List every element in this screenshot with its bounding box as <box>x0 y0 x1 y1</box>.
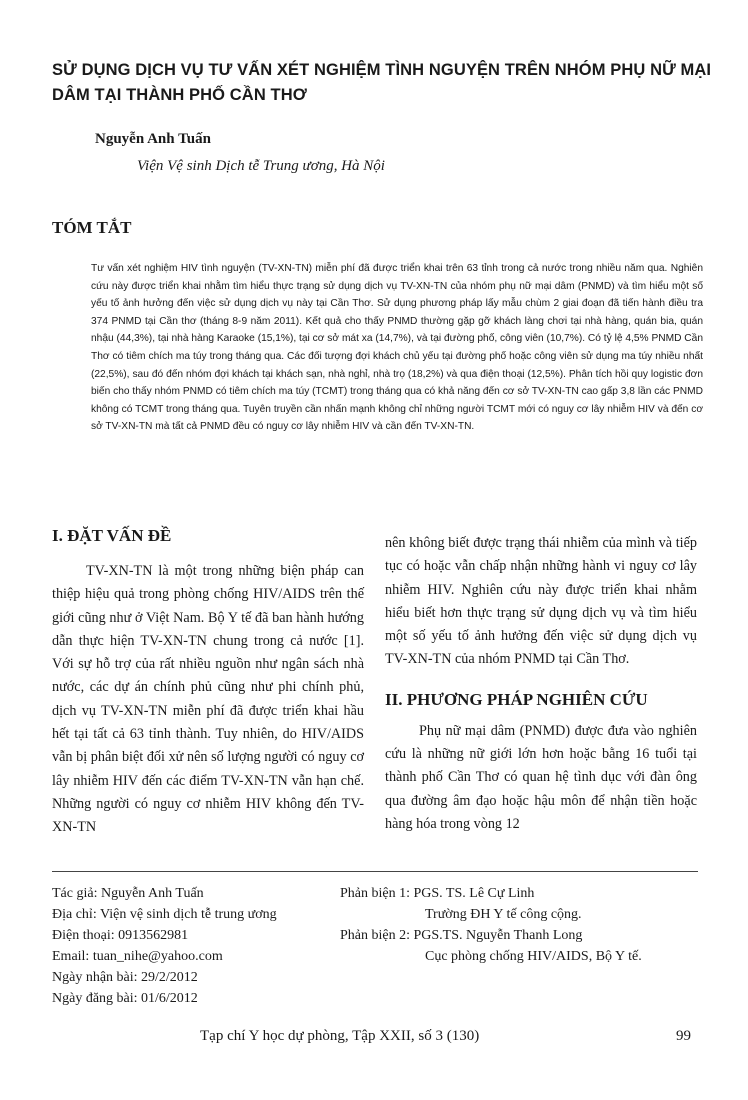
section-2-text: Phụ nữ mại dâm (PNMD) được đưa vào nghiên cứu là những nữ giới lớn hơn hoặc bằng 16 tuổi tại thành phố Cần Thơ có quan hệ tình dục với đàn ông qua đường âm đạo hoặc hậu môn để nhận tiền hoặc hàng hóa trong vòng 12 <box>385 722 697 832</box>
info-received-date: Ngày nhận bài: 29/2/2012 <box>52 970 198 985</box>
info-author: Tác giả: Nguyễn Anh Tuấn <box>52 886 204 901</box>
reviewer-1: Phản biện 1: PGS. TS. Lê Cự Linh <box>340 886 535 901</box>
abstract-text: Tư vấn xét nghiệm HIV tình nguyện (TV-XN-TN) miễn phí đã được triển khai trên 63 tỉnh trong cả nước trong nhiều năm qua. Nghiên cứu này được triển khai nhằm tìm hiểu thực trạng sử dụng dịch vụ TV-XN-TN của nhóm phụ nữ mại dâm (PNMD) và tìm hiểu một số yếu tố ảnh hưởng đến việc sử dụng dịch vụ này tại Cần Thơ. Sử dụng phương pháp lấy mẫu chùm 2 giai đoạn đã tiến hành điều tra 374 PNMD tại Cần thơ (tháng 8-9 năm 2011). Kết quả cho thấy PNMD thường gặp gỡ khách làng chơi tại nhà hàng, quán bia, quán nhậu (44,3%), tại nhà hàng Karaoke (15,1%), tại cơ sở mát xa (14,7%), và tại đường phố, công viên (10,7%). Có tỷ lệ 4,5% PNMD Cần Thơ có tiêm chích ma túy trong tháng qua. Các đối tượng đợi khách chủ yếu tại đường phố hoặc công viên sử dụng ma túy nhiều nhất (22,5%), sau đó đến nhóm đợi khách tại khách sạn, nhà nghỉ, nhà trọ (18,2%) và qua điện thoại (12,5%). Phân tích hồi quy logistic đơn biến cho thấy nhóm PNMD có tiêm chích ma túy (TCMT) trong tháng qua có khả năng đến cơ sở TV-XN-TN cao gấp 3,8 lần các PNMD không có TCMT trong tháng qua. Tuyên truyền cần nhấn mạnh không chỉ những người TCMT mới có nguy cơ lây nhiễm HIV và đến cơ sở TV-XN-TN mà tất cả PNMD đều có nguy cơ lây nhiễm HIV và cần đến TV-XN-TN. <box>91 263 703 433</box>
reviewer-2-org: Cục phòng chống HIV/AIDS, Bộ Y tế. <box>425 949 642 964</box>
info-phone: Điện thoại: 0913562981 <box>52 928 189 943</box>
journal-name: Tạp chí Y học dự phòng, Tập XXII, số 3 (130) <box>200 1028 480 1044</box>
reviewer-1-org: Trường ĐH Y tế công cộng. <box>425 907 582 922</box>
footnote-divider <box>52 871 698 872</box>
reviewer-2: Phản biện 2: PGS.TS. Nguyễn Thanh Long <box>340 928 583 943</box>
author-affiliation: Viện Vệ sinh Dịch tễ Trung ương, Hà Nội <box>137 158 385 174</box>
info-address: Địa chỉ: Viện vệ sinh dịch tễ trung ương <box>52 907 277 922</box>
section-1-heading: I. ĐẶT VẤN ĐỀ <box>52 526 172 545</box>
page-number: 99 <box>676 1028 691 1044</box>
author-name: Nguyễn Anh Tuấn <box>95 131 211 147</box>
left-column <box>52 526 364 840</box>
section-1-text-right: nên không biết được trạng thái nhiễm của mình và tiếp tục có hoặc vẫn chấp nhận những hành vi nguy cơ lây nhiễm HIV. Nghiên cứu này được triển khai nhằm hiểu biết hơn thực trạng sử dụng dịch vụ và tìm hiểu một số yếu tố ảnh hưởng đến việc sử dụng dịch vụ TV-XN-TN của nhóm PNMD tại Cần Thơ. <box>385 535 697 668</box>
author-info-block <box>52 883 277 1009</box>
abstract-heading: TÓM TẮT <box>52 218 132 237</box>
section-2-heading: II. PHƯƠNG PHÁP NGHIÊN CỨU <box>385 689 648 709</box>
info-published-date: Ngày đăng bài: 01/6/2012 <box>52 991 198 1006</box>
section-1-text-left: TV-XN-TN là một trong những biện pháp can thiệp hiệu quả trong phòng chống HIV/AIDS trên thế giới cũng như ở Việt Nam. Bộ Y tế đã ban hành hướng dẫn thực hiện TV-XN-TN chung trong cả nước [1]. Với sự hỗ trợ của rất nhiều nguồn như ngân sách nhà nước, các dự án chính phủ cũng như phi chính phủ, dịch vụ TV-XN-TN miễn phí đã được triển khai hầu hết tại tất cả 63 tỉnh thành. Tuy nhiên, do HIV/AIDS vẫn bị phân biệt đối xử nên số lượng người có nguy cơ lây nhiễm HIV đến các điểm TV-XN-TN vẫn hạn chế. Những người có nguy cơ nhiễm HIV không đến TV-XN-TN <box>52 563 364 836</box>
info-email: Email: tuan_nihe@yahoo.com <box>52 949 223 964</box>
right-column <box>385 532 697 836</box>
article-title: SỬ DỤNG DỊCH VỤ TƯ VẤN XÉT NGHIỆM TÌNH NGUYỆN TRÊN NHÓM PHỤ NỮ MẠI DÂM TẠI THÀNH PHỐ CẦN THƠ <box>52 61 712 104</box>
reviewers-block <box>340 883 642 967</box>
